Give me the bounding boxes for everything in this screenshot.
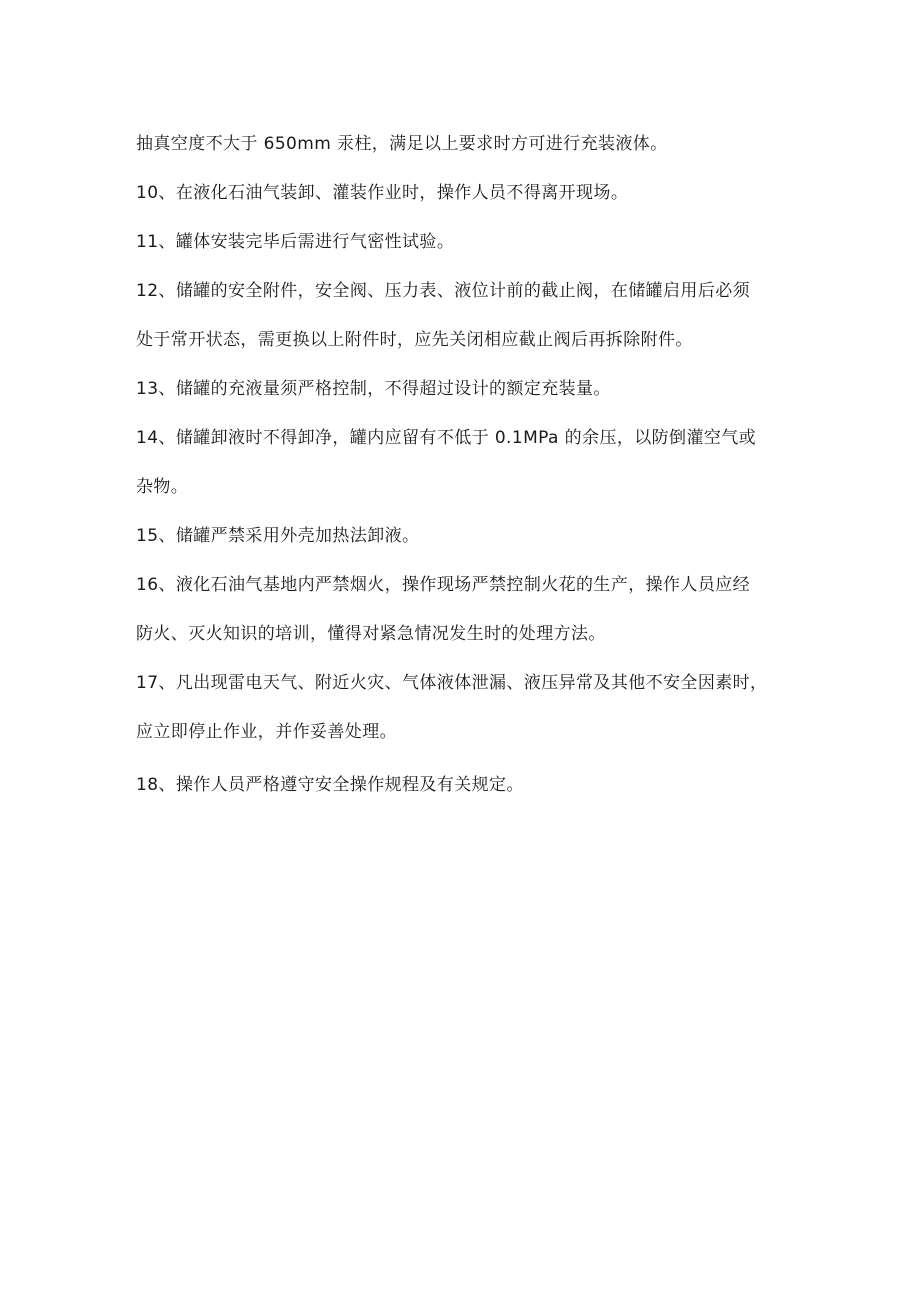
text-line-item-18: 18、操作人员严格遵守安全操作规程及有关规定。 — [136, 775, 524, 795]
text-line-item-12-cont: 处于常开状态，需更换以上附件时，应先关闭相应截止阀后再拆除附件。 — [136, 330, 693, 350]
text-line-item-16: 16、液化石油气基地内严禁烟火，操作现场严禁控制火花的生产，操作人员应经 — [136, 575, 751, 595]
text-line-item-17-cont: 应立即停止作业，并作妥善处理。 — [136, 722, 397, 742]
text-line-item-16-cont: 防火、灭火知识的培训，懂得对紧急情况发生时的处理方法。 — [136, 624, 606, 644]
text-line-item-11: 11、罐体安装完毕后需进行气密性试验。 — [136, 232, 455, 252]
text-line-item-15: 15、储罐严禁采用外壳加热法卸液。 — [136, 526, 420, 546]
text-line-item-10: 10、在液化石油气装卸、灌装作业时，操作人员不得离开现场。 — [136, 183, 629, 203]
text-line-item-14: 14、储罐卸液时不得卸净，罐内应留有不低于 0.1MPa 的余压，以防倒灌空气或 — [136, 428, 757, 448]
text-line-vacuum-requirement: 抽真空度不大于 650mm 汞柱，满足以上要求时方可进行充装液体。 — [136, 134, 668, 154]
text-line-item-13: 13、储罐的充液量须严格控制，不得超过设计的额定充装量。 — [136, 379, 611, 399]
text-line-item-14-cont: 杂物。 — [136, 477, 189, 497]
text-line-item-17: 17、凡出现雷电天气、附近火灾、气体液体泄漏、液压异常及其他不安全因素时， — [136, 673, 768, 693]
text-line-item-12: 12、储罐的安全附件，安全阀、压力表、液位计前的截止阀，在储罐启用后必须 — [136, 281, 751, 301]
